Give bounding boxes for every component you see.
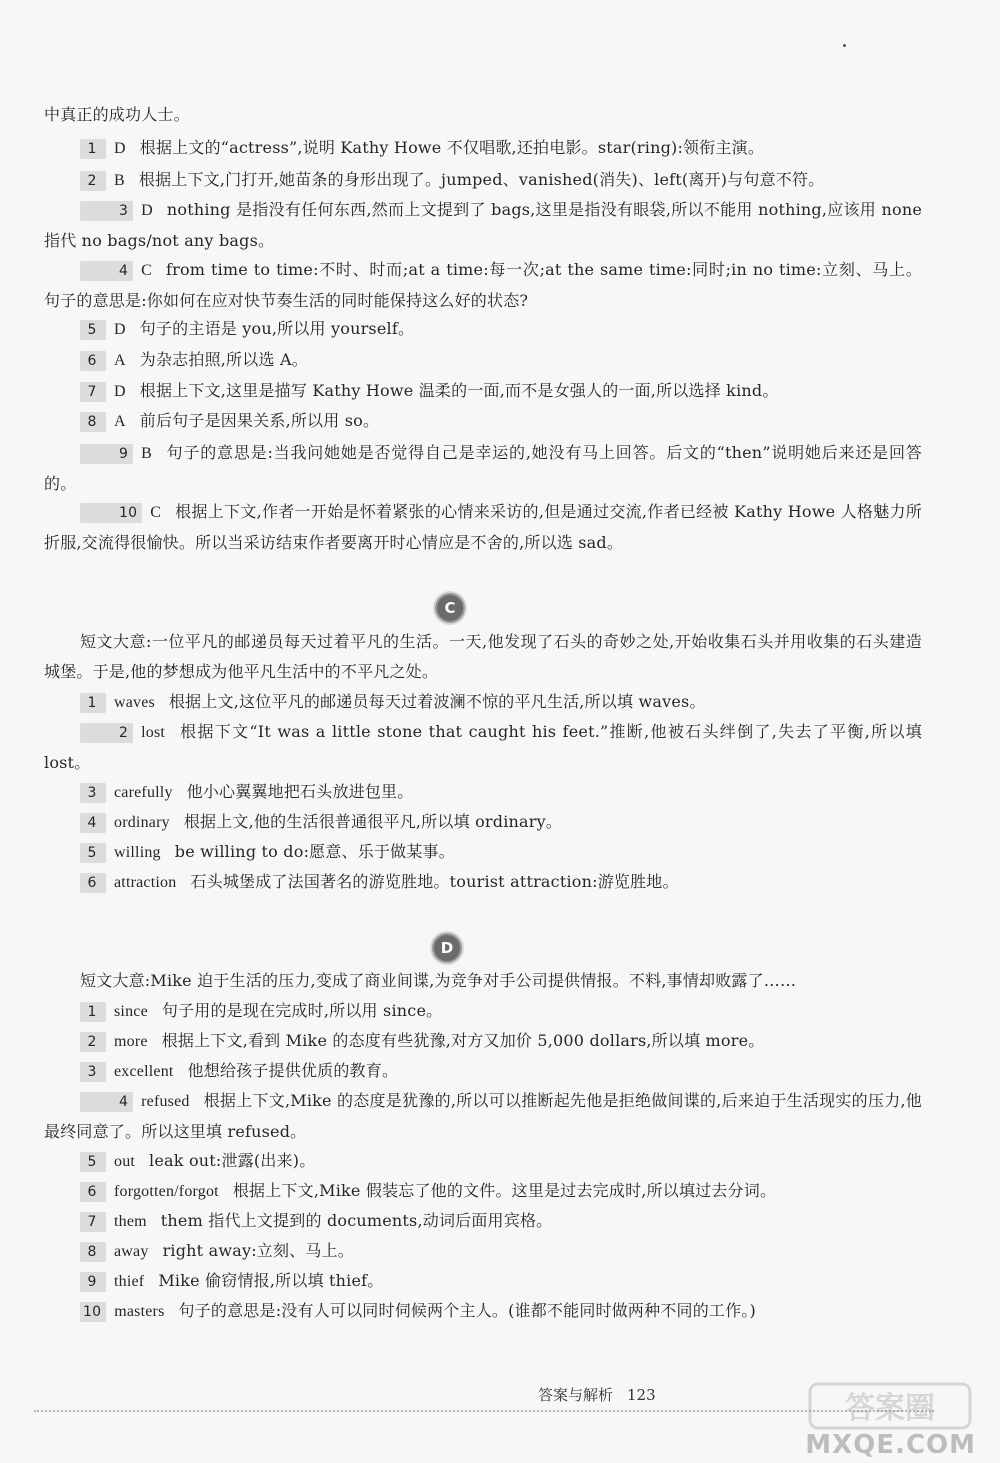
answer-item: 9 B 句子的意思是:当我问她她是否觉得自己是幸运的,她没有马上回答。后文的“then”说明她后来还是回答的。 <box>44 443 922 493</box>
answer-item: 2 B 根据上下文,门打开,她苗条的身形出现了。jumped、vanished(消失)、left(离开)与句意不符。 <box>80 165 922 196</box>
watermark-logo-text: 答案圈 <box>845 1391 935 1426</box>
answer-item: 3 excellent 他想给孩子提供优质的教育。 <box>80 1056 922 1087</box>
scan-speck <box>843 44 846 47</box>
section-badge-c: C <box>435 593 465 623</box>
answer-item: 3 carefully 他小心翼翼地把石头放进包里。 <box>80 777 922 808</box>
answer-item: 4 C from time to time:不时、时而;at a time:每一次;at the same time:同时;in no time:立刻、马上。句子的意思是:你如何在应对快节奏生活的同时能保持这么好的状态? <box>44 260 922 310</box>
answer-item: 1 waves 根据上文,这位平凡的邮递员每天过着波澜不惊的平凡生活,所以填 waves。 <box>80 687 922 718</box>
answer-item: 2 more 根据上下文,看到 Mike 的态度有些犹豫,对方又加价 5,000 dollars,所以填 more。 <box>80 1026 922 1057</box>
answer-item: 7 D 根据上下文,这里是描写 Kathy Howe 温柔的一面,而不是女强人的一面,所以选择 kind。 <box>80 376 922 407</box>
answer-item: 9 thief Mike 偷窃情报,所以填 thief。 <box>80 1266 922 1297</box>
answer-item: 5 willing be willing to do:愿意、乐于做某事。 <box>80 837 922 868</box>
answer-item: 5 D 句子的主语是 you,所以用 yourself。 <box>80 314 922 345</box>
answer-item: 4 ordinary 根据上文,他的生活很普通很平凡,所以填 ordinary。 <box>80 807 922 838</box>
answer-item: 6 attraction 石头城堡成了法国著名的游览胜地。tourist attraction:游览胜地。 <box>80 867 922 898</box>
answer-item: 7 them them 指代上文提到的 documents,动词后面用宾格。 <box>80 1206 922 1237</box>
answer-item: 3 D nothing 是指没有任何东西,然而上文提到了 bags,这里是指没有眼袋,所以不能用 nothing,应该用 none 指代 no bags/not any bags。 <box>44 200 922 250</box>
answer-item: 4 refused 根据上下文,Mike 的态度是犹豫的,所以可以推断起先他是拒绝做间谍的,后来迫于生活现实的压力,他最终同意了。所以这里填 refused。 <box>44 1091 922 1141</box>
page-number: 123 <box>627 1386 656 1404</box>
section-badge-d: D <box>432 933 462 963</box>
answer-item: 8 A 前后句子是因果关系,所以用 so。 <box>80 406 922 437</box>
section-summary-d: 短文大意:Mike 迫于生活的压力,变成了商业间谍,为竞争对手公司提供情报。不料,事情却败露了…… <box>80 971 797 990</box>
answer-item: 8 away right away:立刻、马上。 <box>80 1236 922 1267</box>
answer-item: 5 out leak out:泄露(出来)。 <box>80 1146 922 1177</box>
footer-label: 答案与解析 <box>538 1386 614 1404</box>
answer-item: 10 masters 句子的意思是:没有人可以同时伺候两个主人。(谁都不能同时做两种不同的工作。) <box>80 1296 922 1327</box>
page-footer <box>538 1384 670 1405</box>
answer-item: 6 A 为杂志拍照,所以选 A。 <box>80 345 922 376</box>
answer-item: 2 lost 根据下文“It was a little stone that caught his feet.”推断,他被石头绊倒了,失去了平衡,所以填 lost。 <box>44 722 922 772</box>
footer-rule <box>34 1410 934 1412</box>
answer-item: 1 since 句子用的是现在完成时,所以用 since。 <box>80 996 922 1027</box>
answer-item: 6 forgotten/forgot 根据上下文,Mike 假装忘了他的文件。这里是过去完成时,所以填过去分词。 <box>80 1176 922 1207</box>
watermark-url: MXQE.COM <box>805 1430 976 1460</box>
intro-line: 中真正的成功人士。 <box>44 105 190 124</box>
answer-item: 1 D 根据上文的“actress”,说明 Kathy Howe 不仅唱歌,还拍电影。star(ring):领衔主演。 <box>80 133 922 164</box>
answer-item: 10 C 根据上下文,作者一开始是怀着紧张的心情来采访的,但是通过交流,作者已经被 Kathy Howe 人格魅力所折服,交流得很愉快。所以当采访结束作者要离开时心情应是不舍的,所以选 sad。 <box>44 502 922 552</box>
section-summary-c: 短文大意:一位平凡的邮递员每天过着平凡的生活。一天,他发现了石头的奇妙之处,开始收集石头并用收集的石头建造城堡。于是,他的梦想成为他平凡生活中的不平凡之处。 <box>44 632 922 681</box>
